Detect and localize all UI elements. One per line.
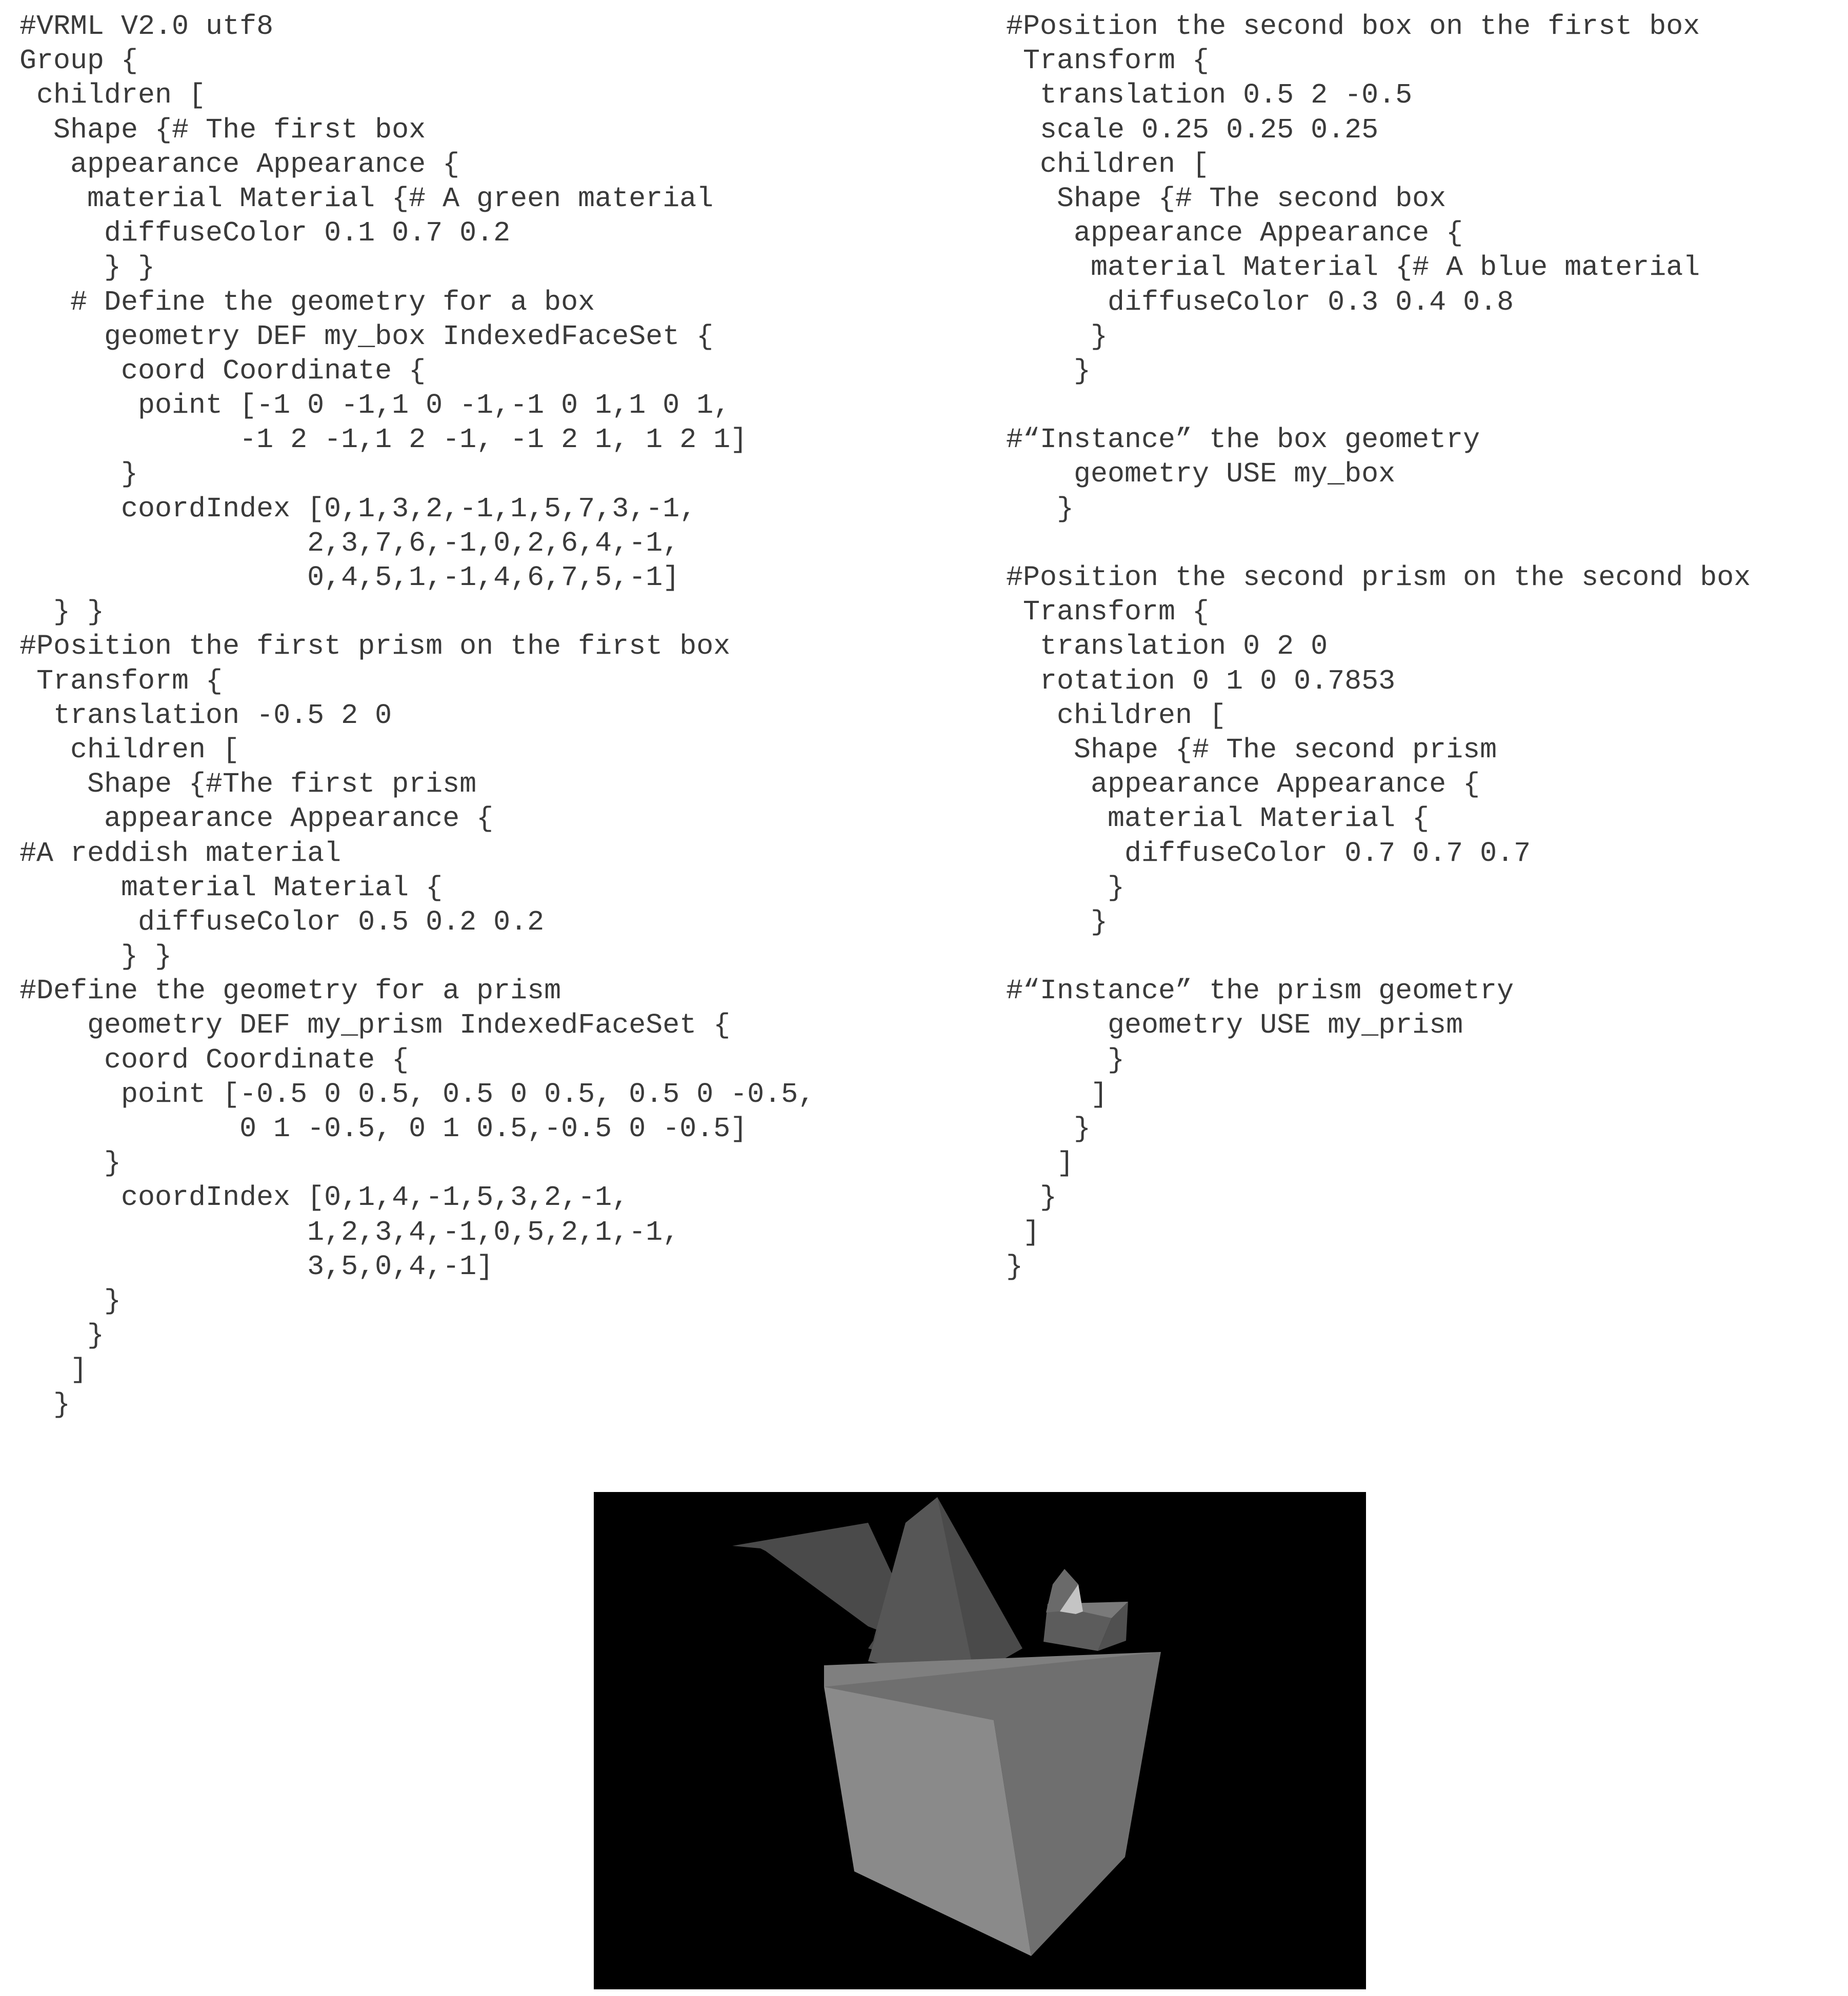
left-code-line: Shape {# The first box xyxy=(19,113,426,146)
left-code-line: } } xyxy=(19,596,105,629)
right-code-line: children [ xyxy=(1006,699,1227,732)
right-code-line: translation 0.5 2 -0.5 xyxy=(1006,79,1413,112)
right-code-line: scale 0.25 0.25 0.25 xyxy=(1006,113,1379,146)
right-code-line: rotation 0 1 0 0.7853 xyxy=(1006,664,1396,697)
left-code-line: diffuseColor 0.5 0.2 0.2 xyxy=(19,905,545,938)
left-code-line: 0 1 -0.5, 0 1 0.5,-0.5 0 -0.5] xyxy=(19,1113,748,1145)
right-code-line: } xyxy=(1006,354,1091,387)
left-code-line: material Material { xyxy=(19,871,443,904)
right-code-line: #“Instance” the box geometry xyxy=(1006,424,1480,456)
right-code-line: appearance Appearance { xyxy=(1006,217,1463,250)
left-code-line: } } xyxy=(19,940,172,973)
right-code-line: } xyxy=(1006,1113,1091,1145)
right-code-line: diffuseColor 0.7 0.7 0.7 xyxy=(1006,837,1531,870)
left-code-line: coordIndex [0,1,4,-1,5,3,2,-1, xyxy=(19,1181,629,1214)
left-code-line: diffuseColor 0.1 0.7 0.2 xyxy=(19,217,511,250)
left-code-line: Group { xyxy=(19,45,138,77)
left-code-line: 2,3,7,6,-1,0,2,6,4,-1, xyxy=(19,527,680,559)
left-code-line: appearance Appearance { xyxy=(19,802,494,835)
left-code-line: 3,5,0,4,-1] xyxy=(19,1250,494,1283)
right-code-line: material Material {# A blue material xyxy=(1006,251,1700,284)
right-code-line: #“Instance” the prism geometry xyxy=(1006,975,1514,1007)
left-code-line: Shape {#The first prism xyxy=(19,768,477,801)
left-code-line: } xyxy=(19,1319,105,1352)
left-code-line: } xyxy=(19,1284,122,1317)
left-code-line: geometry DEF my_box IndexedFaceSet { xyxy=(19,320,714,353)
left-code-line: #Position the first prism on the first box xyxy=(19,630,731,663)
left-code-line: #Define the geometry for a prism xyxy=(19,975,561,1007)
right-code-line: ] xyxy=(1006,1216,1040,1248)
right-code-line: } xyxy=(1006,492,1074,525)
right-code-line: } xyxy=(1006,1250,1023,1283)
right-code-line: geometry USE my_box xyxy=(1006,458,1396,491)
right-code-line: geometry USE my_prism xyxy=(1006,1009,1463,1042)
vrml-code-column-right xyxy=(1006,9,1751,1284)
left-code-line: children [ xyxy=(19,733,240,766)
left-code-line: } xyxy=(19,1388,71,1421)
left-code-line: appearance Appearance { xyxy=(19,148,460,180)
right-code-line: translation 0 2 0 xyxy=(1006,630,1328,663)
left-code-line: coordIndex [0,1,3,2,-1,1,5,7,3,-1, xyxy=(19,492,697,525)
right-code-line xyxy=(1006,388,1751,422)
left-code-line: point [-0.5 0 0.5, 0.5 0 0.5, 0.5 0 -0.5, xyxy=(19,1078,815,1111)
right-code-line: Transform { xyxy=(1006,45,1210,77)
left-code-line: ] xyxy=(19,1354,88,1386)
right-code-line: ] xyxy=(1006,1078,1108,1111)
left-code-line: coord Coordinate { xyxy=(19,1043,409,1076)
left-code-line: 0,4,5,1,-1,4,6,7,5,-1] xyxy=(19,561,680,594)
left-code-line: children [ xyxy=(19,79,206,112)
left-code-line: #A reddish material xyxy=(19,837,342,870)
left-code-line: } } xyxy=(19,251,155,284)
right-code-line: children [ xyxy=(1006,148,1210,180)
vrml-code-column-left xyxy=(19,9,815,1422)
left-code-line: } xyxy=(19,458,138,491)
left-code-line: 1,2,3,4,-1,0,5,2,1,-1, xyxy=(19,1216,680,1248)
right-code-line: ] xyxy=(1006,1147,1074,1180)
right-code-line: } xyxy=(1006,871,1125,904)
rendered-scene-view xyxy=(594,1492,1366,1989)
left-code-line: Transform { xyxy=(19,664,223,697)
left-code-line: point [-1 0 -1,1 0 -1,-1 0 1,1 0 1, xyxy=(19,389,731,422)
right-code-line xyxy=(1006,526,1751,560)
right-code-line: } xyxy=(1006,320,1108,353)
right-code-line: material Material { xyxy=(1006,802,1430,835)
rendered-scene-svg xyxy=(594,1492,1366,1989)
left-code-line: -1 2 -1,1 2 -1, -1 2 1, 1 2 1] xyxy=(19,424,748,456)
left-code-line: } xyxy=(19,1147,122,1180)
left-code-line: material Material {# A green material xyxy=(19,182,714,215)
left-code-line: # Define the geometry for a box xyxy=(19,286,595,318)
right-code-line: diffuseColor 0.3 0.4 0.8 xyxy=(1006,286,1514,318)
right-code-line: appearance Appearance { xyxy=(1006,768,1480,801)
left-code-line: geometry DEF my_prism IndexedFaceSet { xyxy=(19,1009,731,1042)
right-code-line: #Position the second prism on the second box xyxy=(1006,561,1751,594)
right-code-line: } xyxy=(1006,1043,1125,1076)
left-code-line: #VRML V2.0 utf8 xyxy=(19,10,274,43)
right-code-line: Transform { xyxy=(1006,596,1210,629)
right-code-line: Shape {# The second box xyxy=(1006,182,1447,215)
right-code-line xyxy=(1006,939,1751,974)
right-code-line: } xyxy=(1006,905,1108,938)
left-code-line: coord Coordinate { xyxy=(19,354,426,387)
right-code-line: } xyxy=(1006,1181,1057,1214)
right-code-line: #Position the second box on the first box xyxy=(1006,10,1700,43)
left-code-line: translation -0.5 2 0 xyxy=(19,699,392,732)
right-code-line: Shape {# The second prism xyxy=(1006,733,1497,766)
